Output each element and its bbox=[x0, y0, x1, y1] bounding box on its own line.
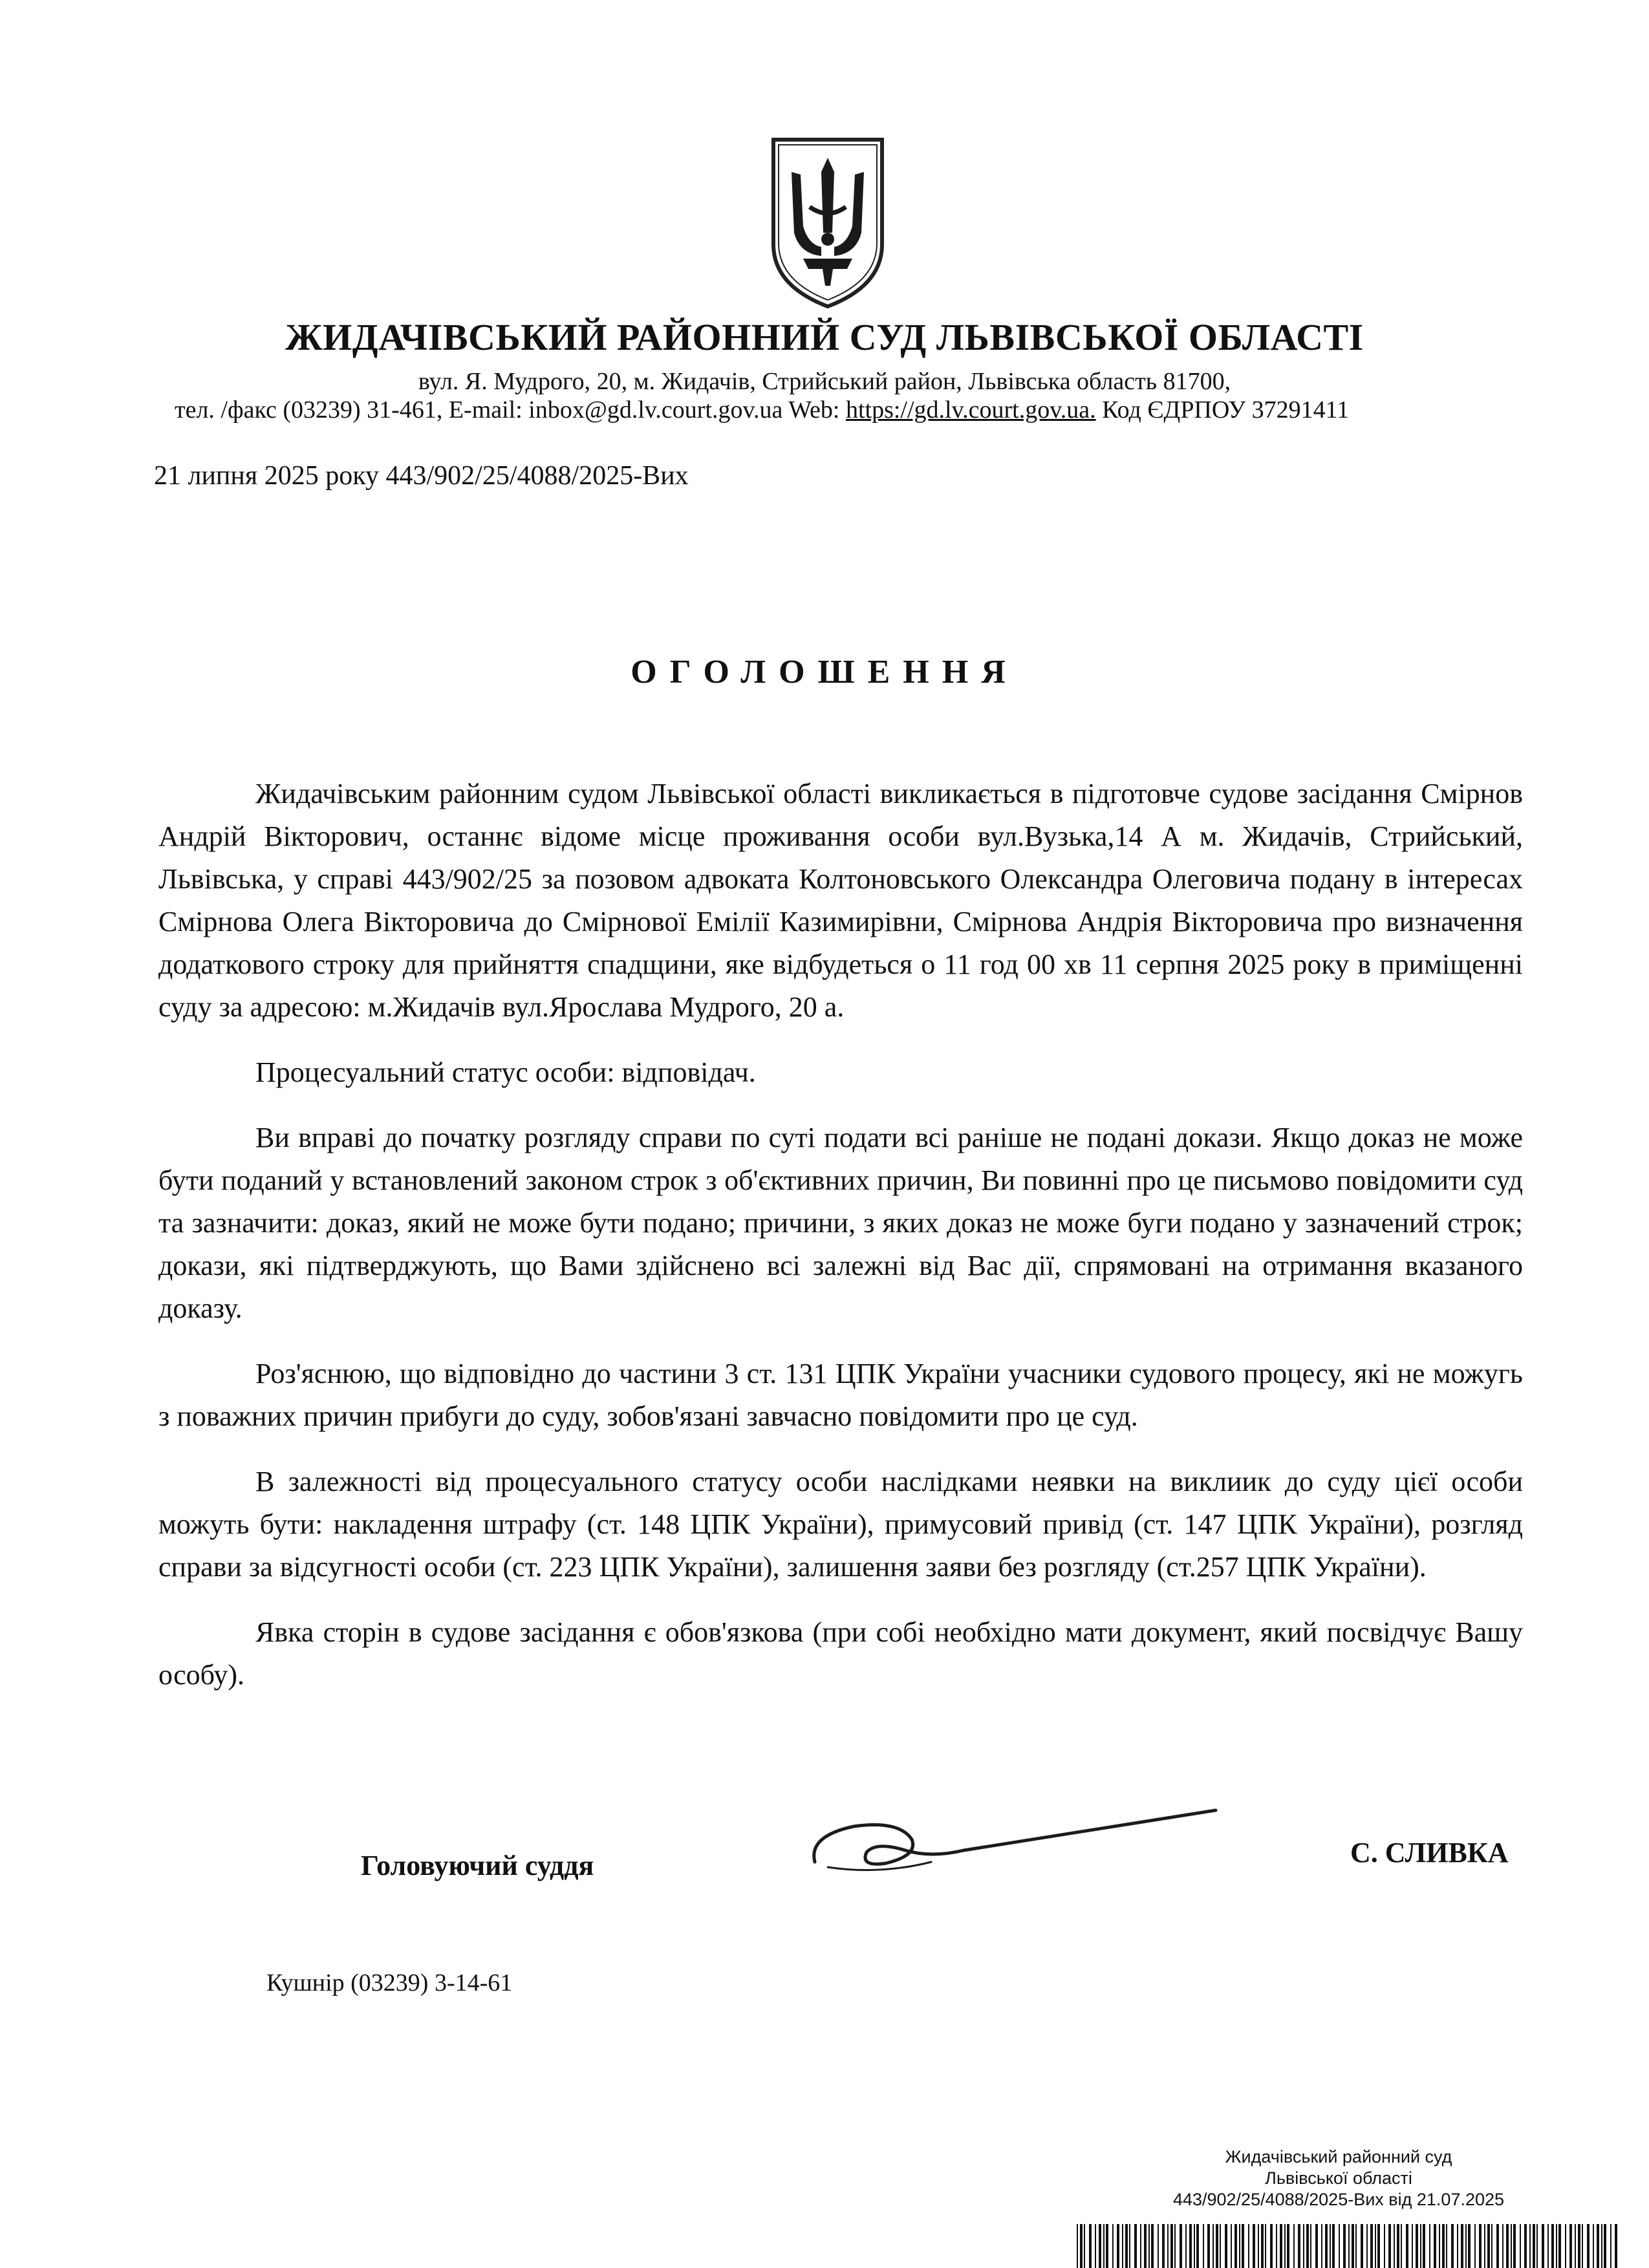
judge-title: Головуючий суддя bbox=[361, 1850, 594, 1881]
contact-person: Кушнір (03239) 3-14-61 bbox=[266, 1969, 513, 1996]
paragraph-summons: Жидачівським районним судом Львівської області викликається в підготовче судове засідання Смірнов Андрій Вікторович, останнє відоме місце проживання особи вул.Вузька,14 А м. Жидачів, Стрийський, Львівська, у справі 443/902/25 за позовом адвоката Колтоновського Олександра Олеговича подану в інтересах Смірнова Олега Вікторовича до Смірнової Емілії Казимирівни, Смірнова Андрія Вікторовича про визначення додаткового строку для прийняття спадщини, яке відбудеться о 11 год 00 хв 11 серпня 2025 року в приміщенні суду за адресою: м.Жидачів вул.Ярослава Мудрого, 20 а. bbox=[158, 778, 1523, 1023]
document-heading: ОГОЛОШЕННЯ bbox=[630, 654, 1018, 690]
document-date-number: 21 липня 2025 року 443/902/25/4088/2025-Вих bbox=[154, 461, 689, 491]
court-name: ЖИДАЧІВСЬКИЙ РАЙОННИЙ СУД ЛЬВІВСЬКОЇ ОБЛАСТІ bbox=[285, 316, 1364, 358]
court-contacts bbox=[175, 396, 1349, 424]
document-body bbox=[158, 773, 1523, 1719]
edrpou-code: Код ЄДРПОУ 37291411 bbox=[1095, 396, 1350, 423]
judge-name: С. СЛИВКА bbox=[1350, 1837, 1509, 1868]
ukraine-trident-emblem-icon bbox=[770, 136, 886, 310]
paragraph-explanation: Роз'яснюю, що відповідно до частини 3 ст. 131 ЦПК України учасники судового процесу, які не можугь з поважних причин прибуги до суду, зобов'язані завчасно повідомити про це суд. bbox=[158, 1358, 1523, 1432]
stamp-court: Жидачівський районний суд bbox=[1225, 2147, 1452, 2166]
paragraph-status: Процесуальний статус особи: відповідач. bbox=[255, 1056, 756, 1088]
stamp-region: Львівської області bbox=[1265, 2168, 1412, 2188]
barcode bbox=[1077, 2224, 1620, 2268]
court-address: вул. Я. Мудрого, 20, м. Жидачів, Стрийський район, Львівська область 81700, bbox=[418, 368, 1231, 395]
handwritten-signature bbox=[802, 1791, 1222, 1888]
court-website-link[interactable]: https://gd.lv.court.gov.ua. bbox=[845, 396, 1096, 423]
paragraph-attendance: Явка сторін в судове засідання є обов'язкова (при собі необхідно мати документ, який посвідчує Вашу особу). bbox=[158, 1616, 1523, 1691]
registration-stamp bbox=[1099, 2146, 1578, 2210]
paragraph-evidence: Ви вправі до початку розгляду справи по суті подати всі раніше не подані докази. Якщо доказ не може бути поданий у встановлений законом строк з об'єктивних причин, Ви повинні про це письмово повідомити суд та зазначити: доказ, який не може бути подано; причини, з яких доказ не може буги подано у зазначений строк; докази, які підтверджують, що Вами здійснено всі залежні від Вас дії, спрямовані на отримання вказаного доказу. bbox=[158, 1122, 1523, 1324]
stamp-number: 443/902/25/4088/2025-Вих від 21.07.2025 bbox=[1172, 2190, 1505, 2209]
paragraph-consequences: В залежності від процесуального статусу особи наслідками неявки на виклиик до суду цієї особи можуть бути: накладення штрафу (ст. 148 ЦПК України), примусовий привід (ст. 147 ЦПК України), розгляд справи за відсугності особи (ст. 223 ЦПК України), залишення заяви без розгляду (ст.257 ЦПК України). bbox=[158, 1466, 1523, 1583]
contacts-text: тел. /факс (03239) 31-461, E-mail: inbox@gd.lv.court.gov.ua Web: bbox=[175, 396, 846, 423]
